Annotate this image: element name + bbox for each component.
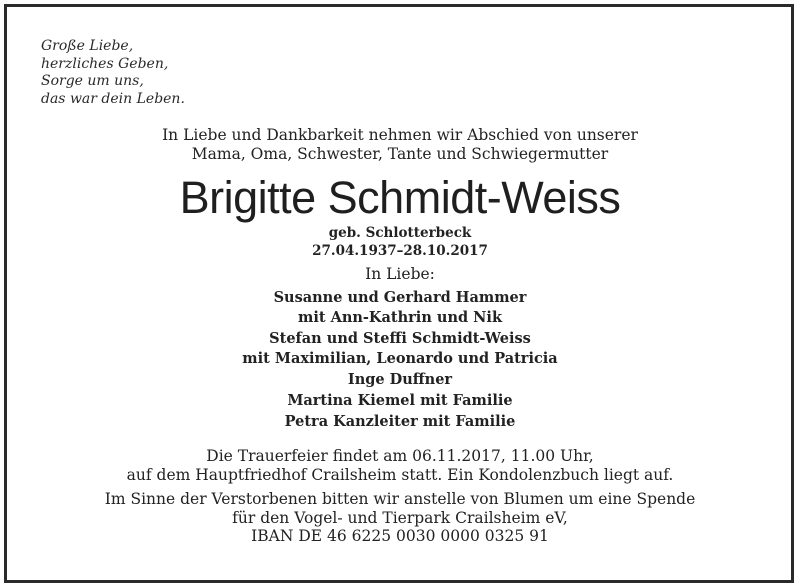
intro-line: Mama, Oma, Schwester, Tante und Schwiegermutter	[191, 145, 609, 163]
donation-request	[0, 490, 800, 546]
mourner-line: Martina Kiemel mit Familie	[287, 392, 513, 409]
mourner-line: Susanne und Gerhard Hammer	[273, 289, 527, 306]
poem-line: das war dein Leben.	[41, 90, 185, 107]
life-dates: 27.04.1937–28.10.2017	[312, 243, 488, 259]
intro-line: In Liebe und Dankbarkeit nehmen wir Abschied von unserer	[162, 126, 638, 144]
deceased-details	[0, 224, 800, 260]
donation-line: für den Vogel- und Tierpark Crailsheim eV,	[232, 508, 568, 527]
donation-line: Im Sinne der Verstorbenen bitten wir anstelle von Blumen um eine Spende	[104, 490, 696, 508]
in-love-label: In Liebe:	[365, 265, 435, 283]
poem-line: herzliches Geben,	[41, 55, 169, 72]
mourner-line: Stefan und Steffi Schmidt-Weiss	[269, 330, 531, 347]
memorial-poem	[41, 38, 185, 108]
mourner-line: mit Ann-Kathrin und Nik	[297, 309, 502, 326]
maiden-name: geb. Schlotterbeck	[328, 225, 472, 241]
mourner-line: Inge Duffner	[347, 371, 453, 388]
service-line: auf dem Hauptfriedhof Crailsheim statt. Ein Kondolenzbuch liegt auf.	[126, 465, 674, 484]
deceased-name: Brigitte Schmidt-Weiss	[179, 172, 621, 223]
mourner-line: mit Maximilian, Leonardo und Patricia	[242, 350, 558, 367]
service-line: Die Trauerfeier findet am 06.11.2017, 11.00 Uhr,	[206, 447, 594, 465]
mourners-list	[0, 288, 800, 432]
donation-iban: IBAN DE 46 6225 0030 0000 0325 91	[251, 527, 549, 545]
farewell-intro	[0, 126, 800, 164]
poem-line: Sorge um uns,	[41, 73, 144, 89]
funeral-service-info	[0, 447, 800, 484]
mourner-line: Petra Kanzleiter mit Familie	[284, 413, 516, 430]
poem-line: Große Liebe,	[41, 38, 134, 54]
